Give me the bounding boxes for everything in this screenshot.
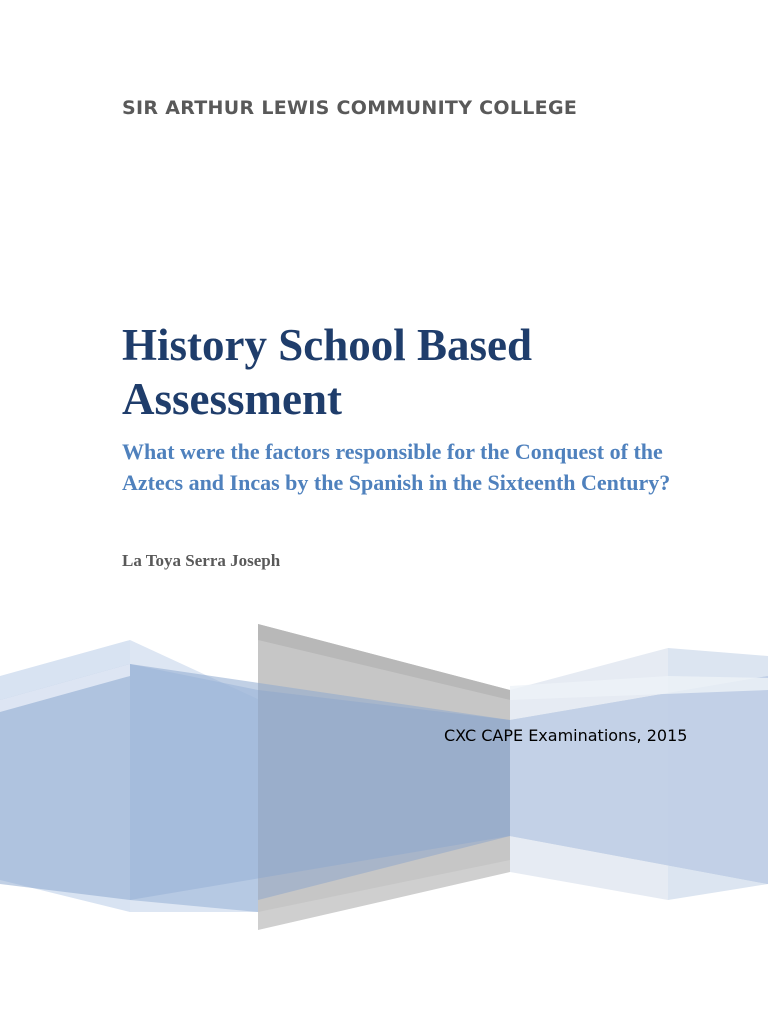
institution-name: SIR ARTHUR LEWIS COMMUNITY COLLEGE [122,97,578,119]
document-title: History School Based Assessment [122,320,533,424]
document-subtitle: What were the factors responsible for the Conquest of the Aztecs and Incas by the Spanish in the Sixteenth Century? [122,439,671,495]
blue-band-left-panel [130,664,258,912]
author-name: La Toya Serra Joseph [122,551,281,570]
exam-label: CXC CAPE Examinations, 2015 [444,726,688,745]
cover-decorative-graphic [0,600,768,960]
